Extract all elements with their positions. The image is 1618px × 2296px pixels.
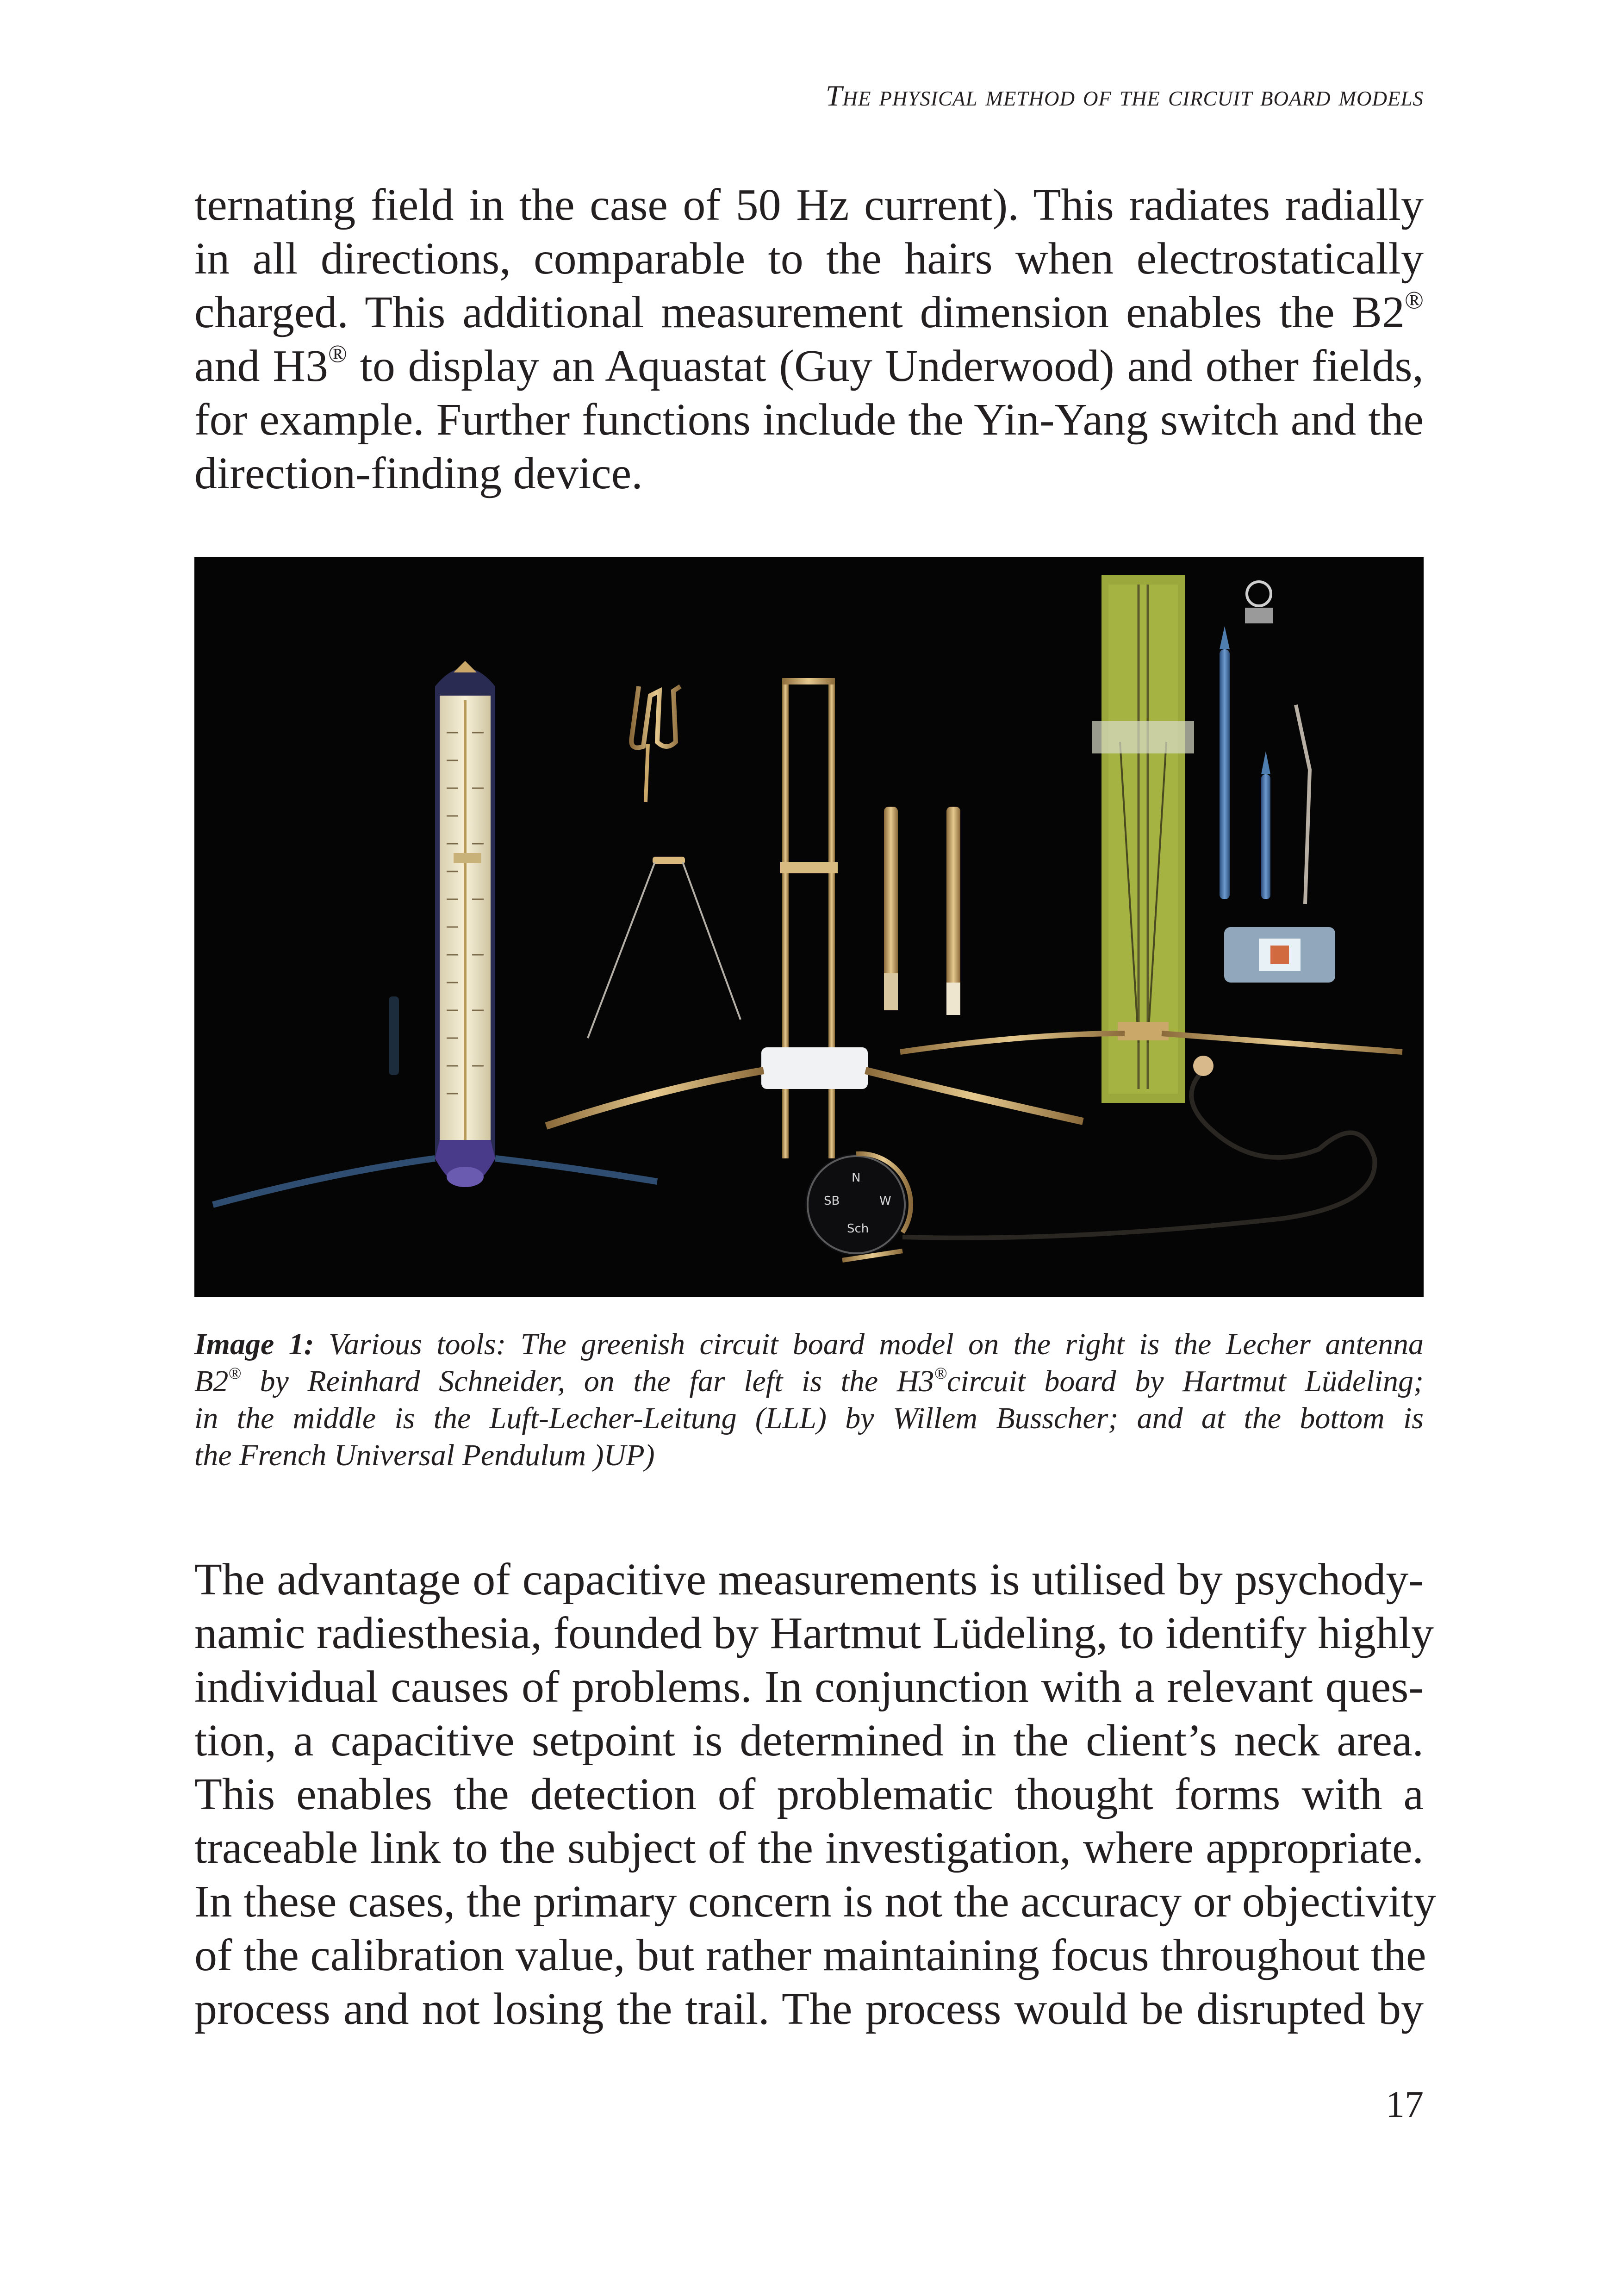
text-line: of the calibration value, but rather maintaining focus throughout the <box>194 1930 1426 1980</box>
v-rod-handle <box>653 857 685 864</box>
small-clip-tool <box>1245 582 1273 623</box>
brass-rod-2 <box>946 807 960 1006</box>
body-paragraph-1 <box>194 178 1424 500</box>
text-line: direction-finding device. <box>194 448 643 498</box>
text-line: charged. This additional measurement dimension enables the B2® <box>194 286 1424 337</box>
svg-text:Sch: Sch <box>847 1222 869 1236</box>
svg-text:N: N <box>852 1171 861 1185</box>
registered-mark: ® <box>228 1363 241 1382</box>
registered-mark: ® <box>328 340 347 368</box>
figure-caption <box>194 1326 1424 1474</box>
svg-text:SB: SB <box>824 1194 840 1208</box>
v-rod-left-arm <box>588 862 655 1038</box>
caption-line: the French Universal Pendulum )UP) <box>194 1438 655 1472</box>
h3-circuit-board <box>435 661 495 1187</box>
running-header: The physical method of the circuit board models <box>825 79 1424 112</box>
text-line: namic radiesthesia, founded by Hartmut Lüdeling, to identify highly <box>194 1608 1434 1658</box>
text-line: traceable link to the subject of the investigation, where appropriate. <box>194 1823 1424 1873</box>
text-line: for example. Further functions include the Yin-Yang switch and the <box>194 395 1424 445</box>
text-line: ternating field in the case of 50 Hz current). This radiates radially <box>194 180 1424 230</box>
text-line: In these cases, the primary concern is not the accuracy or objectivity <box>194 1877 1437 1927</box>
bent-wire-stem <box>646 744 648 802</box>
small-dark-probe <box>389 996 399 1075</box>
tools-photograph <box>194 557 1424 1297</box>
text-line: The advantage of capacitive measurements is utilised by psychody- <box>194 1555 1424 1605</box>
v-rod-right-arm <box>683 862 741 1020</box>
clear-switch-box <box>1224 927 1335 983</box>
registered-mark: ® <box>934 1363 947 1382</box>
b2-lecher-antenna <box>900 575 1402 1103</box>
svg-text:W: W <box>879 1194 891 1208</box>
universal-pendulum <box>805 1056 1375 1260</box>
h3-antenna-right <box>495 1158 657 1182</box>
bent-wire-rod <box>631 686 680 748</box>
blue-probe-short <box>1261 774 1270 899</box>
caption-line: Image 1: Various tools: The greenish circuit board model on the right is the Lecher antenna <box>194 1327 1424 1361</box>
registered-mark: ® <box>1405 286 1424 314</box>
blue-probe-long <box>1220 649 1230 899</box>
brass-rod-2-tip <box>946 983 960 1015</box>
body-paragraph-2 <box>194 1553 1437 2036</box>
caption-label: Image 1: <box>194 1327 314 1361</box>
text-line: This enables the detection of problematic thought forms with a <box>194 1769 1424 1819</box>
h3-antenna-left <box>213 1158 435 1205</box>
text-line: and H3® to display an Aquastat (Guy Underwood) and other fields, <box>194 340 1424 391</box>
page-number: 17 <box>1386 2083 1424 2125</box>
text-line: individual causes of problems. In conjunction with a relevant ques- <box>194 1662 1424 1712</box>
text-line: in all directions, comparable to the hairs when electrostatically <box>194 234 1424 284</box>
thin-metal-wire <box>1296 705 1310 904</box>
text-line: tion, a capacitive setpoint is determined in the client’s neck area. <box>194 1716 1424 1766</box>
brass-rod-1-tip <box>884 973 898 1010</box>
luft-lecher-leitung <box>546 678 1083 1158</box>
caption-line: in the middle is the Luft-Lecher-Leitung (LLL) by Willem Busscher; and at the bottom is <box>194 1401 1424 1435</box>
text-line: process and not losing the trail. The process would be disrupted by <box>194 1984 1424 2034</box>
caption-line: B2® by Reinhard Schneider, on the far left is the H3®circuit board by Hartmut Lüdeling; <box>194 1363 1424 1398</box>
